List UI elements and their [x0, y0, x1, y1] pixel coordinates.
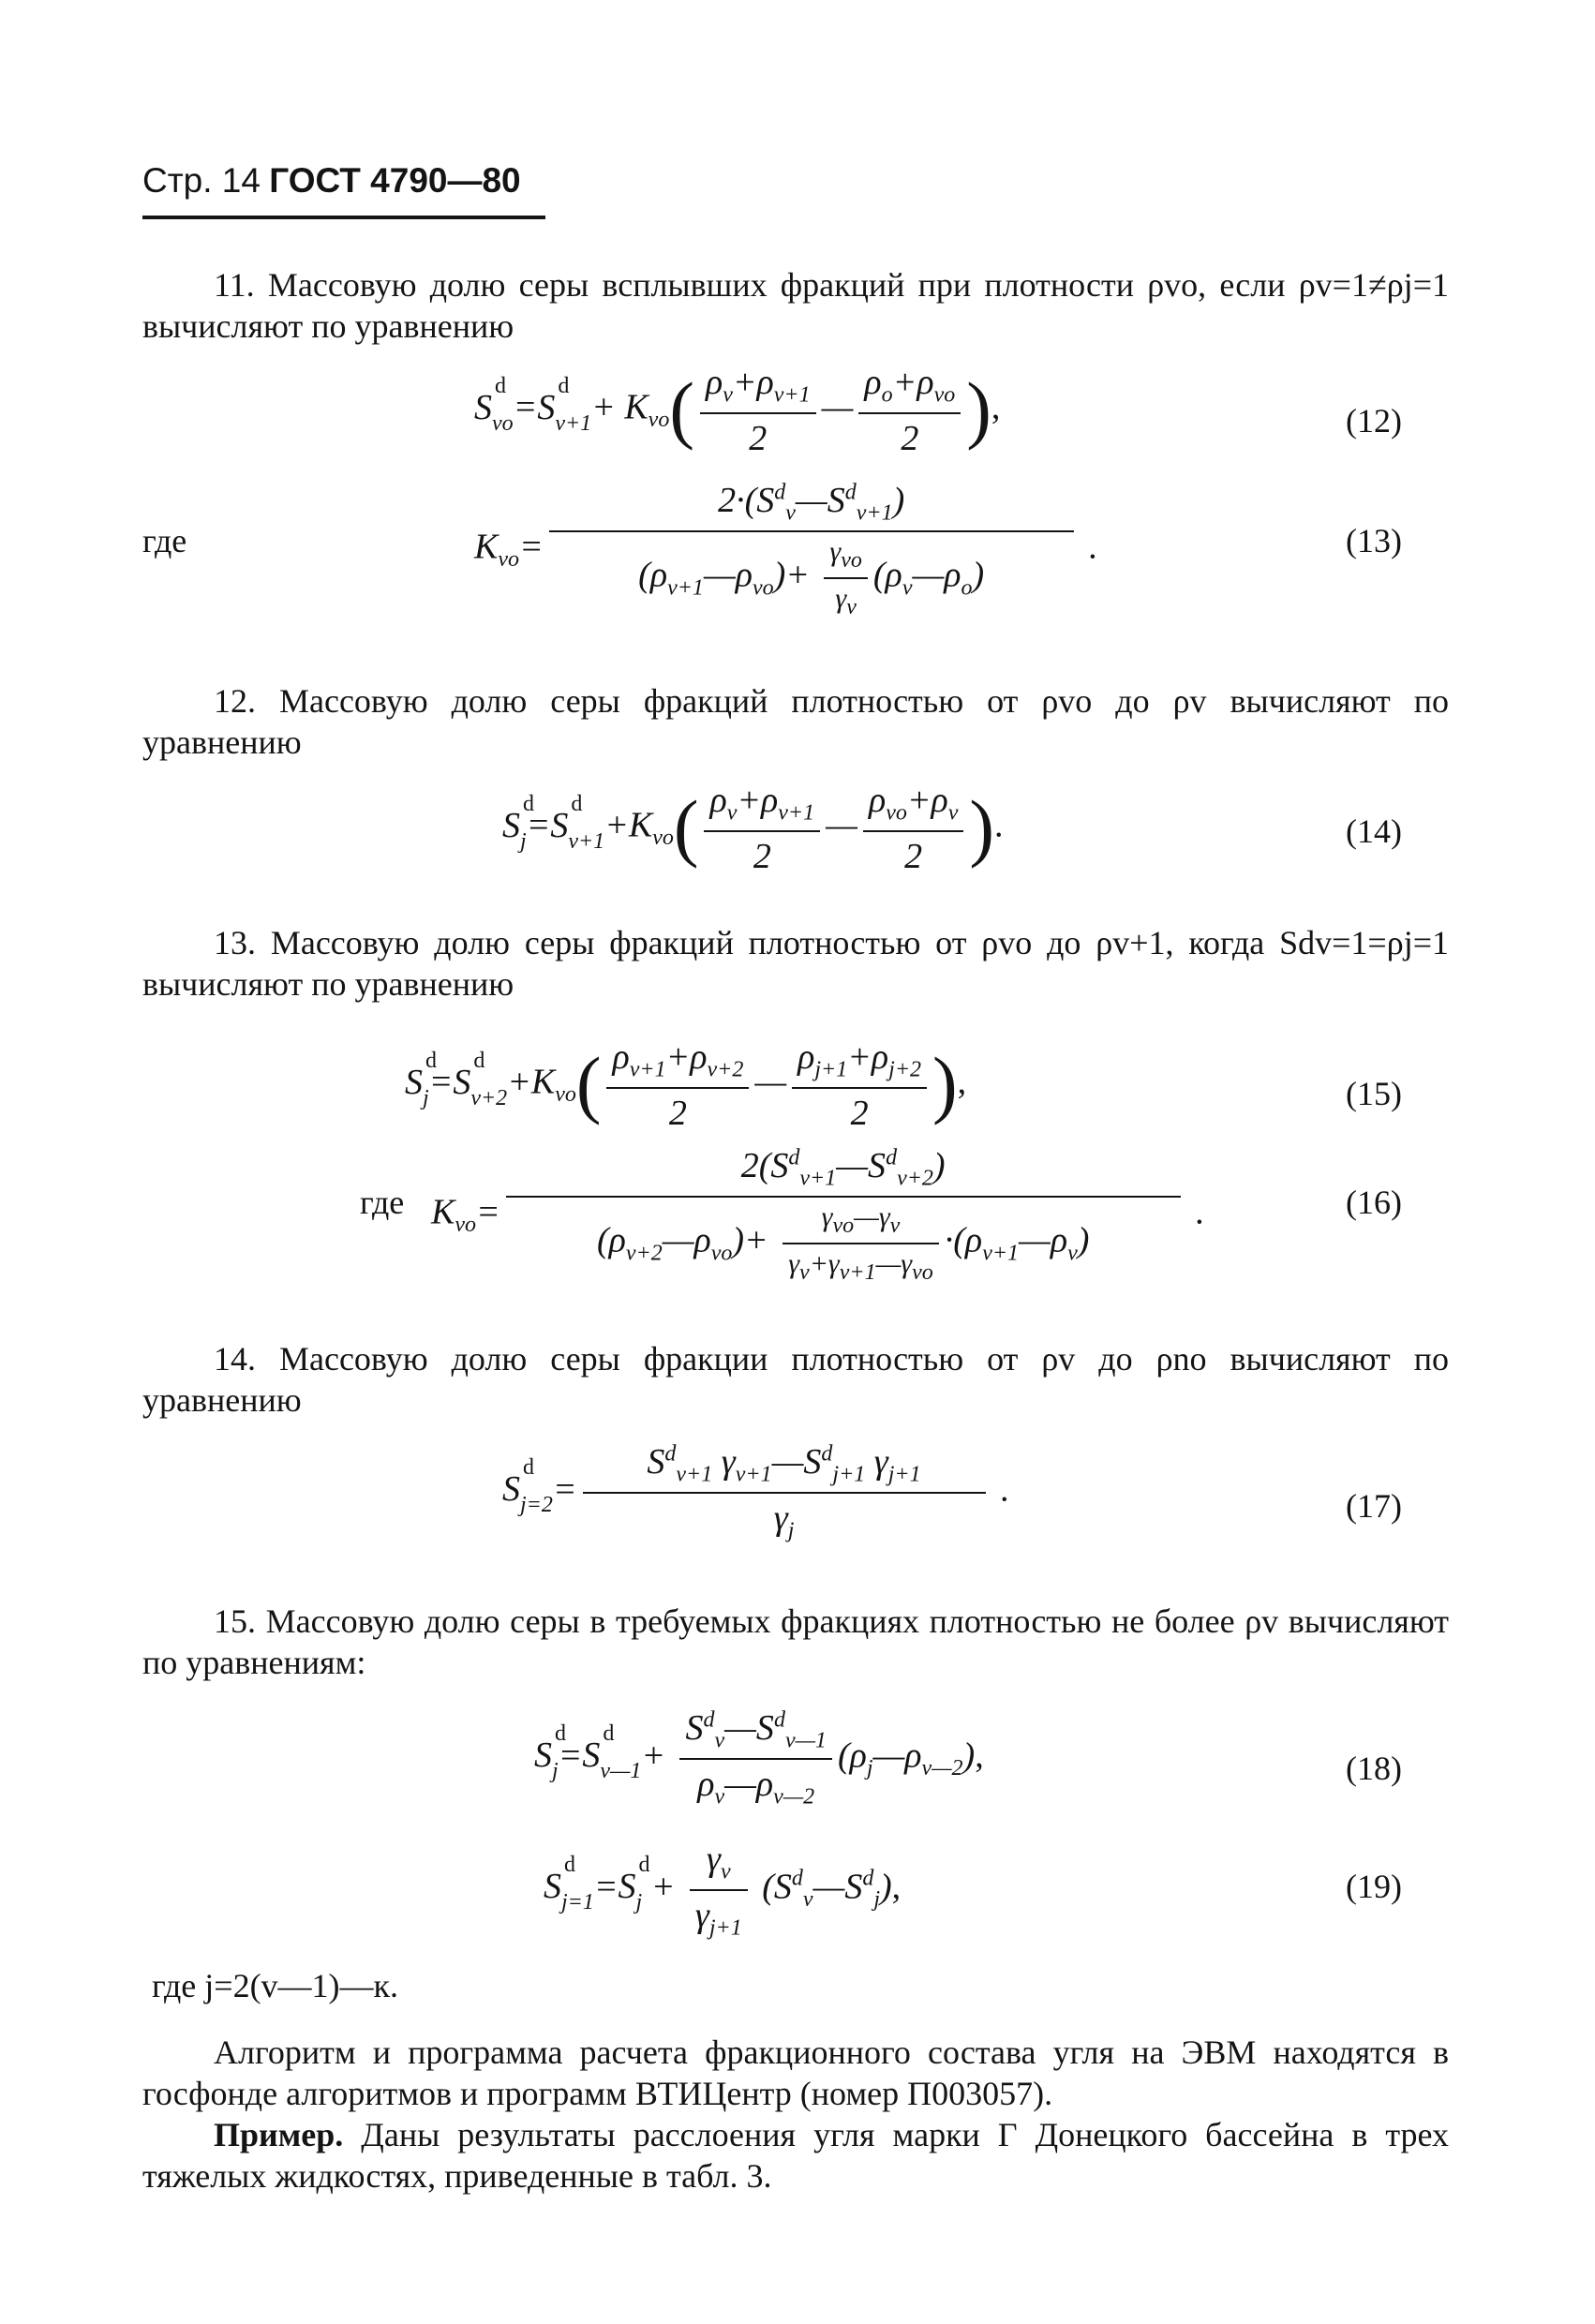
equation-number-14: (14) [1346, 812, 1402, 850]
paragraph-14: 14. Массовую долю серы фракции плотностью от ρv до ρno вычисляют по уравнению [142, 1340, 1449, 1419]
formula-19: S d $_{j=1}$=S d $_j$ + $\frac{\gamma_v}{\gamma_{j+1}}$ $(S^d_v—S^d_j)$, [544, 1840, 902, 1941]
standard-number: ГОСТ 4790—80 [269, 161, 521, 200]
equation-number-12: (12) [1346, 402, 1402, 439]
equation-number-18: (18) [1346, 1750, 1402, 1787]
where-label-13: где [142, 522, 187, 559]
page-header [142, 161, 521, 201]
formula-18: S d $_j$=S d $_{v—1}$+ $\frac{S^d_v—S^d_{v—1}}{\rho_v—\rho_{v—2}}$ $(\rho_j—\rho_{v—2})$, [534, 1707, 984, 1810]
paragraph-11: 11. Массовую долю серы всплывших фракций при плотности ρvo, если ρv=1≠ρj=1 вычисляют по уравнению [142, 266, 1449, 345]
formula-12: S d $_{vo}$=S d $_{v+1}+ K_{vo}$( $\frac{\rho_v+\rho_{v+1}}{2}$ — $\frac{\rho_o+\rho_{vo}}{2}$ ), [474, 363, 1001, 458]
page-number: Стр. 14 [142, 161, 261, 200]
example-label: Пример. [214, 2116, 344, 2153]
formula-13: $K_{vo}=$ $2\cdot(S^d_v—S^d_{v+1})$ $(\rho_{v+1}—\rho_{vo})+$ $\frac{\gamma_{vo}}{\gamma_v}$ $(\rho_v—\rho_o)$ . [474, 480, 1097, 619]
formula-14: S d $_j$=S d $_{v+1}+K_{vo}$( $\frac{\rho_v+\rho_{v+1}}{2}$ — $\frac{\rho_{vo}+\rho_v}{2}$ ). [502, 781, 1004, 876]
header-rule [142, 216, 545, 219]
paragraph-15: 15. Массовую долю серы в требуемых фракциях плотностью не более ρv вычисляют по уравнениям: [142, 1602, 1449, 1681]
equation-number-17: (17) [1346, 1487, 1402, 1525]
paragraph-12: 12. Массовую долю серы фракций плотностью от ρvo до ρv вычисляют по уравнению [142, 682, 1449, 761]
where-label-16: где [360, 1184, 405, 1221]
algorithm-paragraph: Алгоритм и программа расчета фракционного состава угля на ЭВМ находятся в госфонде алгоритмов и программ ВТИЦентр (номер П003057). [142, 2034, 1449, 2112]
equation-number-16: (16) [1346, 1184, 1402, 1221]
formula-15: S d $_j$=S d $_{v+2}+K_{vo}$( $\frac{\rho_{v+1}+\rho_{v+2}}{2}$ — $\frac{\rho_{j+1}+\rho_{j+2}}{2}$ ), [405, 1037, 967, 1133]
formula-17: S d $_{j=2}$= $\frac{S^d_{v+1} \gamma_{v+1}—S^d_{j+1} \gamma_{j+1}}{\gamma_j}$ . [502, 1441, 1009, 1543]
equation-number-15: (15) [1346, 1075, 1402, 1112]
equation-number-19: (19) [1346, 1868, 1402, 1905]
paragraph-13: 13. Массовую долю серы фракций плотностью от ρvo до ρv+1, когда Sdv=1=ρj=1 вычисляют по уравнению [142, 924, 1449, 1003]
example-paragraph: Пример. Даны результаты расслоения угля марки Г Донецкого бассейна в трех тяжелых жидкостях, приведенные в табл. 3. [142, 2116, 1450, 2195]
formula-16: $K_{vo}=$ $2(S^d_{v+1}—S^d_{v+2})$ $(\rho_{v+2}—\rho_{vo})+$ $\frac{\gamma_{vo}—\gamma_v}{\gamma_v+\gamma_{v+1}—\gamma_{vo}}$ $\cdot(\rho_{v+1}—\rho_v)$ . [431, 1145, 1204, 1285]
equation-number-13: (13) [1346, 522, 1402, 559]
where-j-definition: где j=2(v—1)—к. [152, 1967, 399, 2004]
